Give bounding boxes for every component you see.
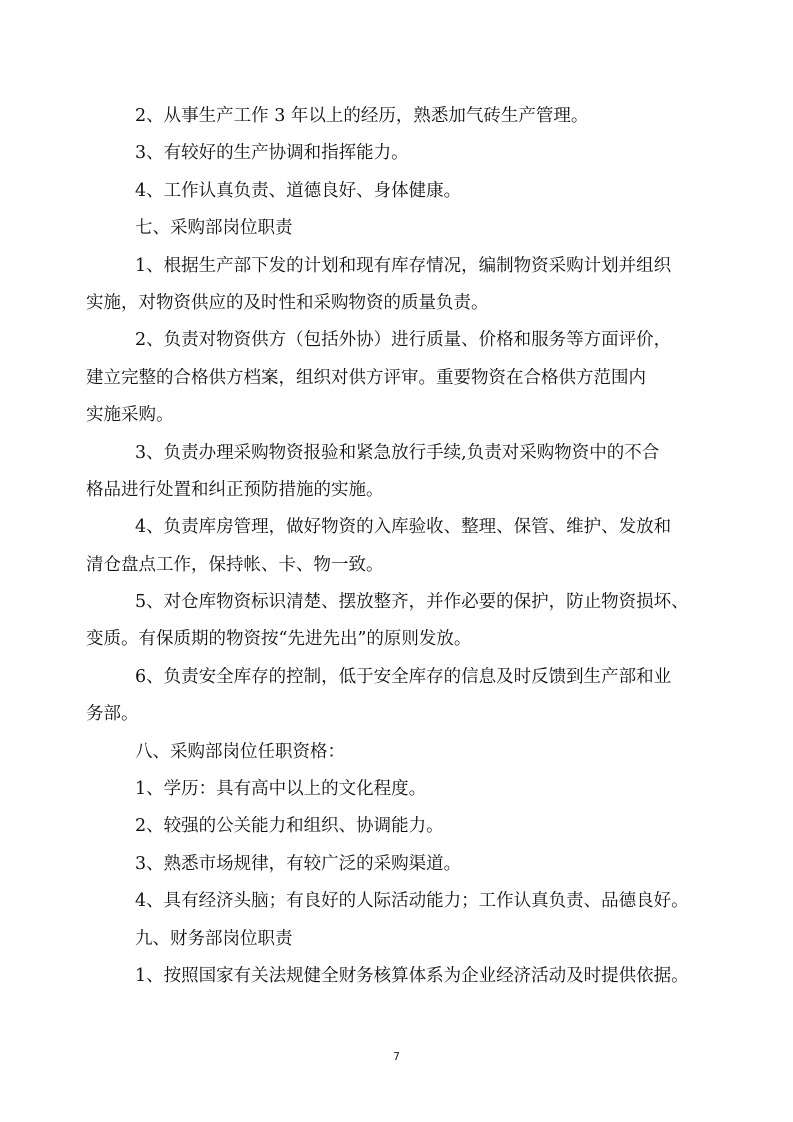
section-heading: 八、采购部岗位任职资格：	[135, 741, 345, 762]
text-line: 2、从事生产工作 3 年以上的经历，熟悉加气砖生产管理。	[135, 106, 589, 126]
section-heading-purchasing-duties	[86, 210, 710, 247]
paragraph-purchasing-duty-3	[86, 435, 710, 510]
paragraph-purchasing-duty-2	[86, 322, 710, 434]
text-line: 变质。有保质期的物资按“先进先出”的原则发放。	[86, 629, 472, 650]
section-heading-purchasing-qualifications	[86, 734, 710, 771]
section-heading: 七、采购部岗位职责	[135, 218, 293, 239]
paragraph-purchasing-duty-5	[86, 584, 710, 659]
text-line: 1、学历：具有高中以上的文化程度。	[135, 779, 427, 800]
text-line: 4、负责库房管理，做好物资的入库验收、整理、保管、维护、发放和	[135, 517, 672, 538]
section-heading-finance-duties	[86, 921, 710, 958]
text-line: 2、较强的公关能力和组织、协调能力。	[135, 816, 444, 837]
text-line: 实施，对物资供应的及时性和采购物资的质量负责。	[86, 292, 489, 313]
text-line: 实施采购。	[86, 405, 174, 426]
text-line: 4、具有经济头脑；有良好的人际活动能力；工作认真负责、品德良好。	[135, 891, 689, 912]
document-body	[86, 98, 710, 995]
text-line: 务部。	[86, 704, 139, 725]
paragraph-finance-duty-1	[86, 958, 710, 995]
text-line: 3、有较好的生产协调和指挥能力。	[135, 143, 409, 164]
paragraph-purchasing-duty-1	[86, 248, 710, 323]
paragraph-qualification-3	[86, 846, 710, 883]
section-heading: 九、财务部岗位职责	[135, 928, 293, 949]
paragraph-production-coordination	[86, 135, 710, 172]
paragraph-production-experience	[86, 98, 710, 135]
paragraph-qualification-2	[86, 808, 710, 845]
text-line: 3、负责办理采购物资报验和紧急放行手续,负责对采购物资中的不合	[135, 442, 660, 463]
paragraph-qualification-1	[86, 771, 710, 808]
text-line: 清仓盘点工作，保持帐、卡、物一致。	[86, 554, 384, 575]
paragraph-production-conduct	[86, 173, 710, 210]
text-line: 3、熟悉市场规律，有较广泛的采购渠道。	[135, 853, 462, 874]
text-line: 6、负责安全库存的控制，低于安全库存的信息及时反馈到生产部和业	[135, 666, 672, 687]
paragraph-purchasing-duty-4	[86, 509, 710, 584]
text-line: 1、按照国家有关法规健全财务核算体系为企业经济活动及时提供依据。	[135, 965, 689, 986]
text-line: 建立完整的合格供方档案，组织对供方评审。重要物资在合格供方范围内	[86, 367, 646, 388]
paragraph-qualification-4	[86, 883, 710, 920]
text-line: 1、根据生产部下发的计划和现有库存情况，编制物资采购计划并组织	[135, 255, 672, 276]
paragraph-purchasing-duty-6	[86, 659, 710, 734]
text-line: 5、对仓库物资标识清楚、摆放整齐，并作必要的保护，防止物资损坏、	[135, 592, 689, 613]
text-line: 2、负责对物资供方（包括外协）进行质量、价格和服务等方面评价，	[135, 330, 672, 351]
text-line: 4、工作认真负责、道德良好、身体健康。	[135, 180, 462, 201]
text-line: 格品进行处置和纠正预防措施的实施。	[86, 479, 384, 500]
page-number: 7	[393, 1050, 400, 1063]
